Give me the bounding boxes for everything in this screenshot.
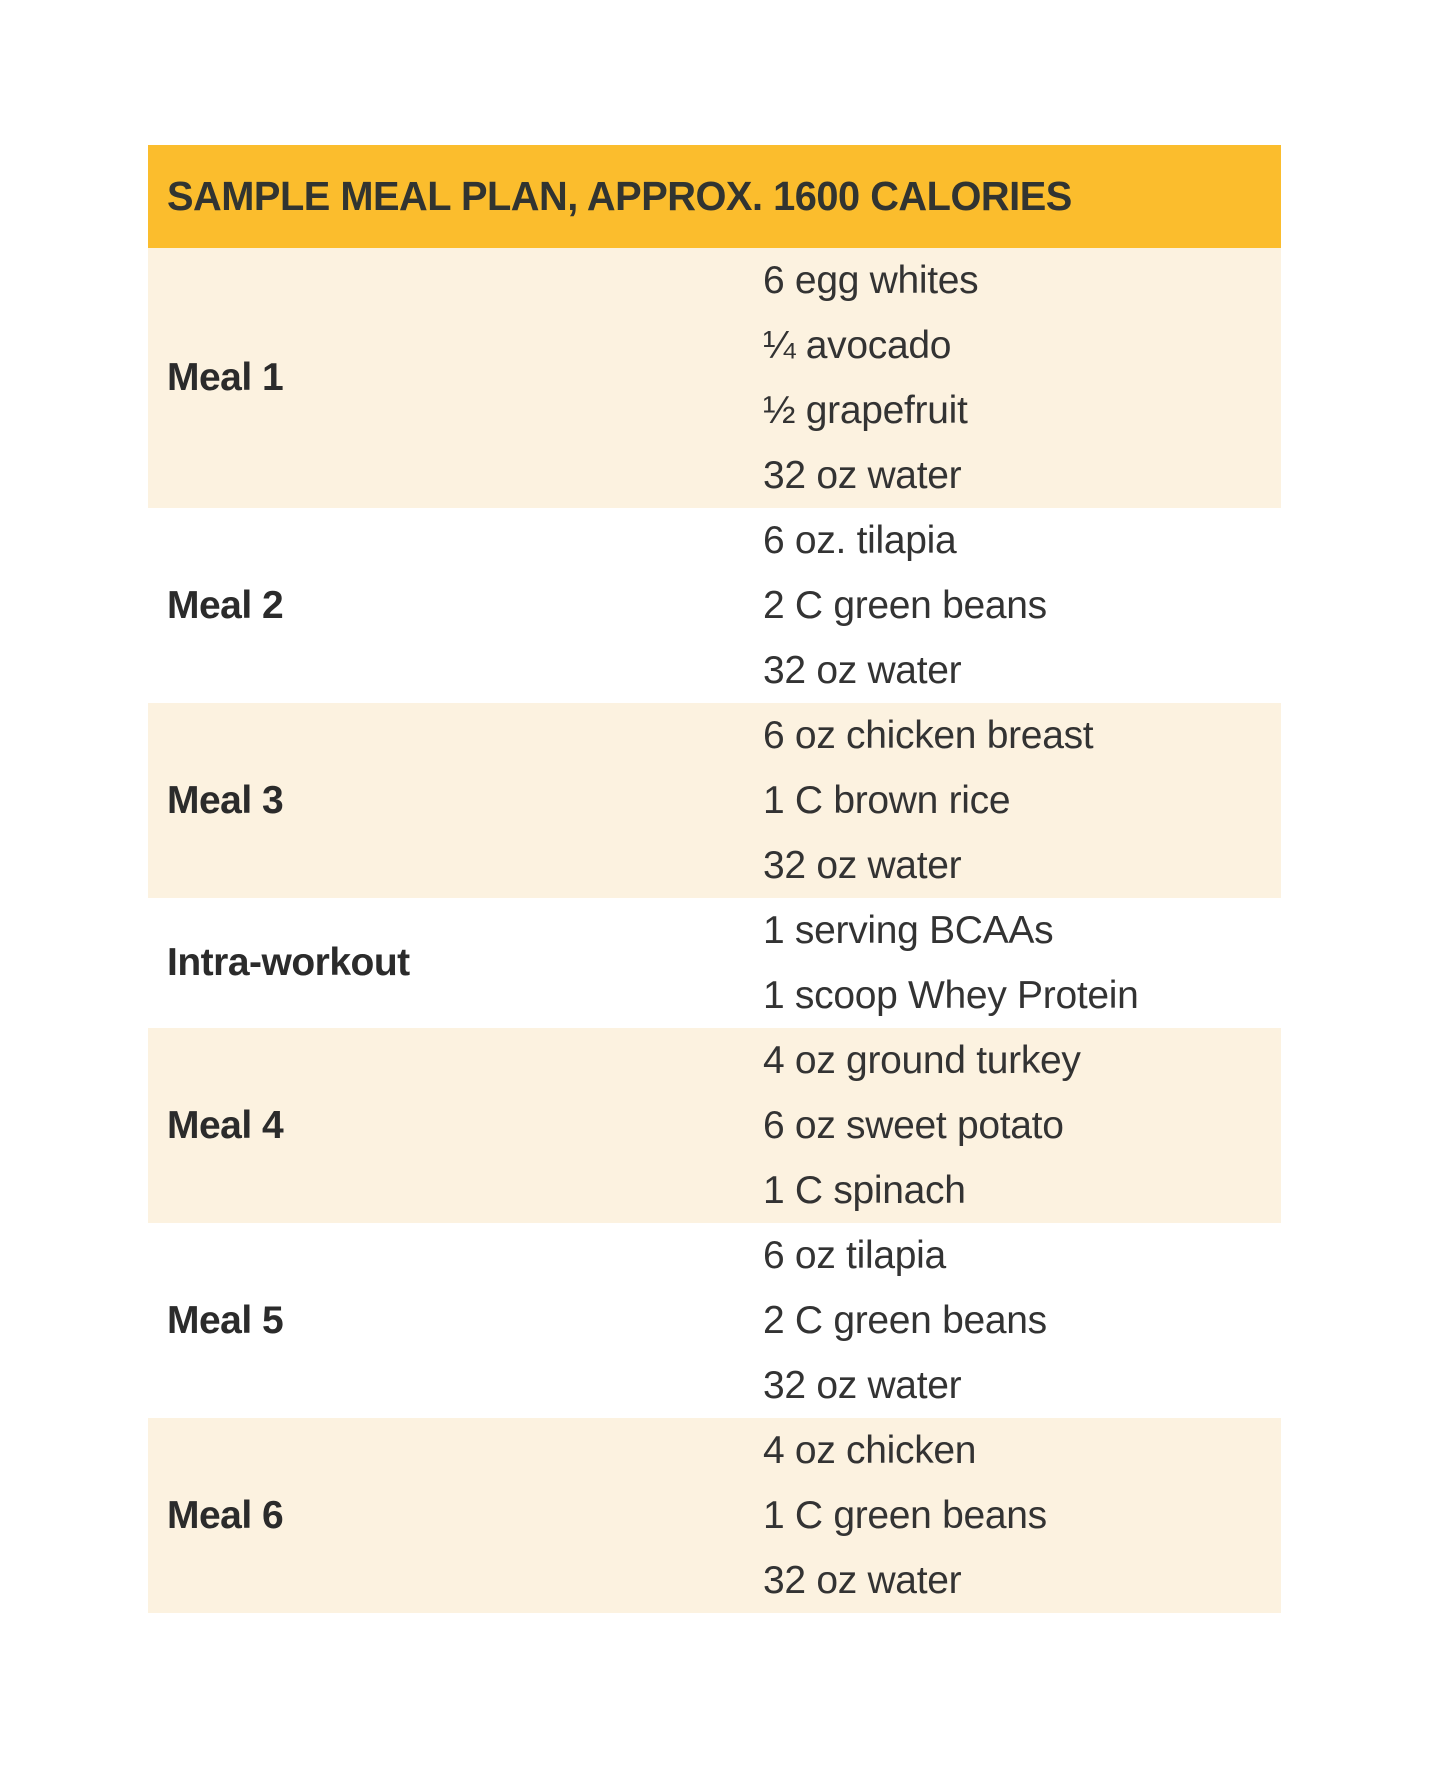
table-row: [148, 703, 1281, 898]
row-item: 6 oz. tilapia: [763, 519, 957, 562]
row-label-cell: [148, 1028, 763, 1223]
row-label-cell: [148, 248, 763, 508]
row-item: 32 oz water: [763, 454, 962, 497]
row-item: 1 C green beans: [763, 1494, 1047, 1537]
table-row: [148, 1028, 1281, 1223]
row-item: 4 oz ground turkey: [763, 1039, 1081, 1082]
row-items-cell: [763, 1223, 1281, 1418]
row-item: 4 oz chicken: [763, 1429, 977, 1472]
row-item: 1 serving BCAAs: [763, 909, 1054, 952]
row-items-cell: [763, 703, 1281, 898]
row-item: 32 oz water: [763, 649, 962, 692]
row-label: Meal 2: [167, 583, 284, 627]
row-label-cell: [148, 1418, 763, 1613]
row-item: 32 oz water: [763, 1559, 962, 1602]
row-label: Meal 6: [167, 1493, 284, 1537]
row-items-cell: [763, 248, 1281, 508]
row-label: Meal 5: [167, 1298, 284, 1342]
row-item: ¼ avocado: [763, 324, 952, 367]
table-row: [148, 248, 1281, 508]
table-row: [148, 898, 1281, 1028]
row-label-cell: [148, 1223, 763, 1418]
row-item: 1 C spinach: [763, 1169, 966, 1212]
table-row: [148, 508, 1281, 703]
row-item: 1 scoop Whey Protein: [763, 974, 1139, 1017]
row-label: Meal 3: [167, 778, 284, 822]
row-items-cell: [763, 508, 1281, 703]
row-item: ½ grapefruit: [763, 389, 968, 432]
row-item: 2 C green beans: [763, 584, 1047, 627]
meal-plan-table: [148, 145, 1281, 1613]
table-header: [148, 145, 1281, 248]
row-item: 6 egg whites: [763, 259, 979, 302]
row-items-cell: [763, 1418, 1281, 1613]
row-label: Intra-workout: [167, 941, 410, 984]
row-item: 2 C green beans: [763, 1299, 1047, 1342]
row-item: 1 C brown rice: [763, 779, 1011, 822]
table-row: [148, 1223, 1281, 1418]
row-item: 6 oz sweet potato: [763, 1104, 1064, 1147]
table-row: [148, 1418, 1281, 1613]
row-label-cell: [148, 898, 763, 1028]
row-item: 32 oz water: [763, 1364, 962, 1407]
table-title: SAMPLE MEAL PLAN, APPROX. 1600 CALORIES: [167, 173, 1072, 219]
row-label-cell: [148, 508, 763, 703]
row-label-cell: [148, 703, 763, 898]
row-item: 32 oz water: [763, 844, 962, 887]
row-label: Meal 1: [167, 356, 284, 399]
row-label: Meal 4: [167, 1103, 284, 1147]
table-body: [148, 248, 1281, 1613]
row-items-cell: [763, 1028, 1281, 1223]
row-item: 6 oz tilapia: [763, 1234, 946, 1277]
row-items-cell: [763, 898, 1281, 1028]
row-item: 6 oz chicken breast: [763, 714, 1094, 757]
